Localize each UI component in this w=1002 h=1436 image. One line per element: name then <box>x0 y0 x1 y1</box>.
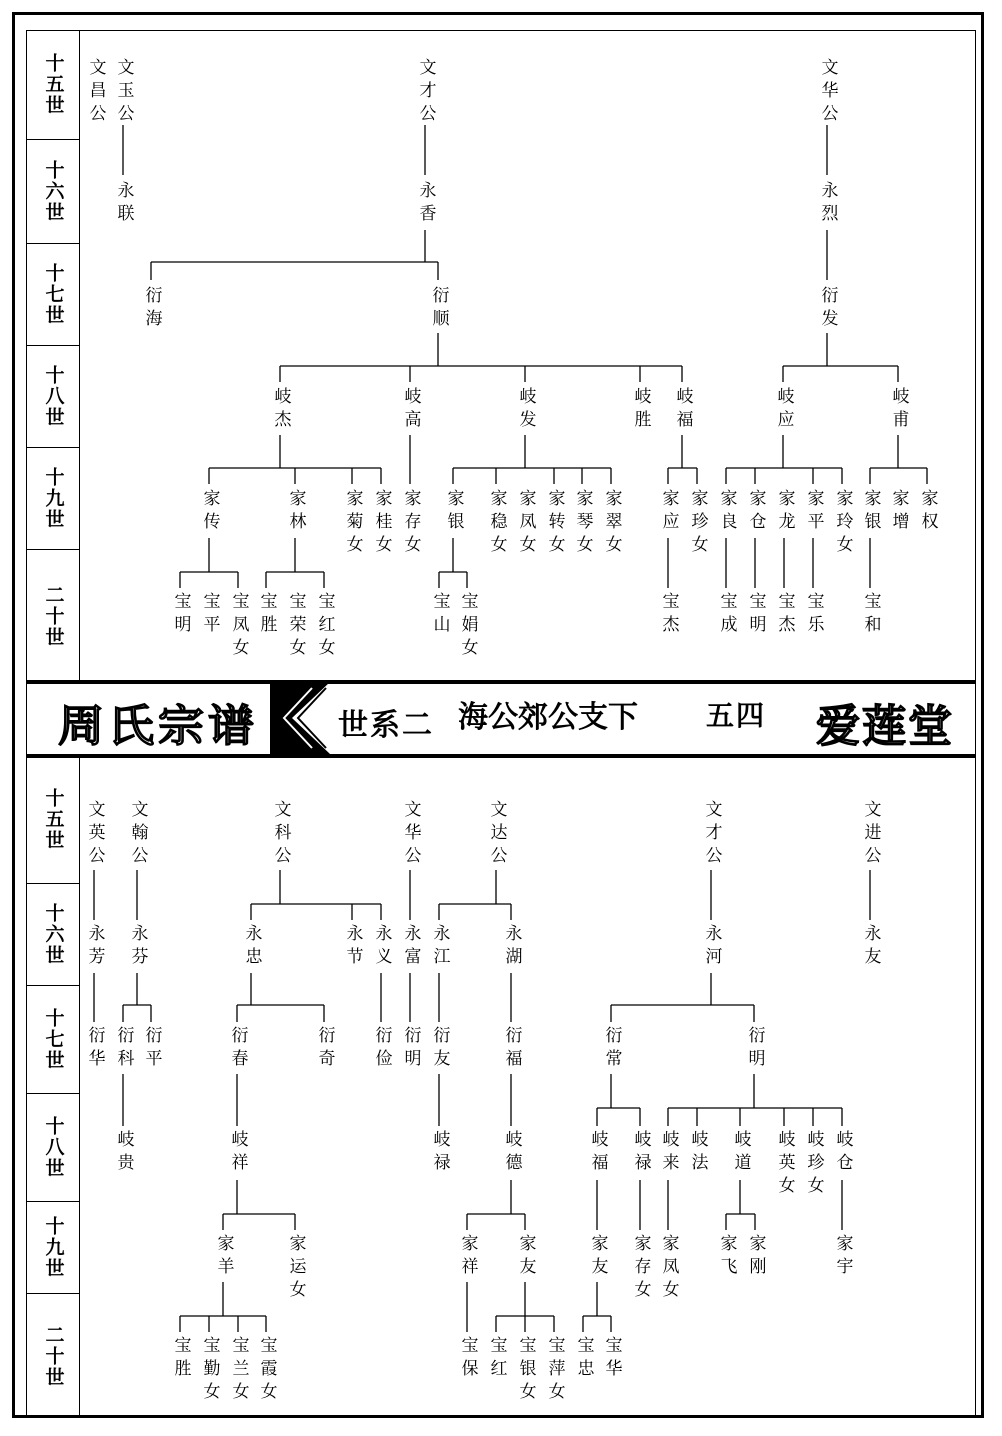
person-name: 宝霞女 <box>256 1336 277 1405</box>
person-name: 宝和 <box>860 592 881 638</box>
gen-label: 十五世 <box>26 30 80 140</box>
person-name: 家菊女 <box>342 489 363 558</box>
person-name: 岐胜 <box>630 387 651 433</box>
person-name: 宝华 <box>601 1336 622 1382</box>
person-name: 宝成 <box>716 592 737 638</box>
person-name: 永芬 <box>127 924 148 970</box>
person-name: 永义 <box>371 924 392 970</box>
person-name: 宝明 <box>745 592 766 638</box>
person-name: 家增 <box>888 489 909 535</box>
person-name: 衍春 <box>227 1026 248 1072</box>
person-name: 家龙 <box>774 489 795 535</box>
person-name: 岐贵 <box>113 1130 134 1176</box>
person-name: 岐高 <box>400 387 421 433</box>
person-name: 岐禄 <box>630 1130 651 1176</box>
person-name: 宝胜 <box>170 1336 191 1382</box>
person-name: 岐应 <box>773 387 794 433</box>
person-name: 宝荣女 <box>285 592 306 661</box>
person-name: 文华公 <box>400 800 421 869</box>
person-name: 文才公 <box>415 58 436 127</box>
person-name: 衍顺 <box>428 286 449 332</box>
gen-label: 十六世 <box>26 884 80 986</box>
gen-label: 十七世 <box>26 244 80 346</box>
person-name: 岐德 <box>501 1130 522 1176</box>
person-name: 家存女 <box>630 1234 651 1303</box>
person-name: 永节 <box>342 924 363 970</box>
person-name: 家友 <box>515 1234 536 1280</box>
person-name: 宝萍女 <box>544 1336 565 1405</box>
person-name: 家凤女 <box>658 1234 679 1303</box>
person-name: 永湖 <box>501 924 522 970</box>
person-name: 文达公 <box>486 800 507 869</box>
person-name: 永友 <box>860 924 881 970</box>
gen-label: 十七世 <box>26 986 80 1094</box>
person-name: 衍发 <box>817 286 838 332</box>
person-name: 家存女 <box>400 489 421 558</box>
gen-label: 十六世 <box>26 140 80 244</box>
person-name: 文玉公 <box>113 58 134 127</box>
person-name: 岐福 <box>672 387 693 433</box>
person-name: 宝杰 <box>658 592 679 638</box>
gen-label: 十五世 <box>26 756 80 884</box>
gen-label: 十九世 <box>26 448 80 550</box>
person-name: 宝红 <box>486 1336 507 1382</box>
person-name: 岐祥 <box>227 1130 248 1176</box>
page-number: 五四 <box>706 699 767 732</box>
person-name: 永联 <box>113 181 134 227</box>
person-name: 宝红女 <box>314 592 335 661</box>
person-name: 岐英女 <box>774 1130 795 1199</box>
person-name: 永忠 <box>241 924 262 970</box>
person-name: 衍海 <box>141 286 162 332</box>
person-name: 衍明 <box>400 1026 421 1072</box>
person-name: 家飞 <box>716 1234 737 1280</box>
person-name: 文进公 <box>860 800 881 869</box>
person-name: 家羊 <box>213 1234 234 1280</box>
person-name: 衍平 <box>141 1026 162 1072</box>
person-name: 家银 <box>860 489 881 535</box>
person-name: 岐仓 <box>832 1130 853 1176</box>
person-name: 永河 <box>701 924 722 970</box>
person-name: 家银 <box>443 489 464 535</box>
person-name: 衍华 <box>84 1026 105 1072</box>
gen-label: 十八世 <box>26 1094 80 1202</box>
person-name: 家宇 <box>832 1234 853 1280</box>
person-name: 家传 <box>199 489 220 535</box>
person-name: 岐禄 <box>429 1130 450 1176</box>
gen-label: 二十世 <box>42 1324 65 1388</box>
person-name: 家刚 <box>745 1234 766 1280</box>
person-name: 宝勤女 <box>199 1336 220 1405</box>
person-name: 宝杰 <box>774 592 795 638</box>
person-name: 文英公 <box>84 800 105 869</box>
gen-label: 十八世 <box>26 346 80 448</box>
person-name: 家翠女 <box>601 489 622 558</box>
person-name: 宝银女 <box>515 1336 536 1405</box>
person-name: 文翰公 <box>127 800 148 869</box>
person-name: 家珍女 <box>687 489 708 558</box>
person-name: 永芳 <box>84 924 105 970</box>
gen-label: 十九世 <box>26 1202 80 1294</box>
person-name: 岐来 <box>658 1130 679 1176</box>
branch-label: 海公郊公支下 <box>458 700 638 735</box>
person-name: 岐发 <box>515 387 536 433</box>
person-name: 宝平 <box>199 592 220 638</box>
person-name: 永江 <box>429 924 450 970</box>
person-name: 永富 <box>400 924 421 970</box>
person-name: 岐法 <box>687 1130 708 1176</box>
person-name: 家桂女 <box>371 489 392 558</box>
person-name: 家应 <box>658 489 679 535</box>
person-name: 家平 <box>803 489 824 535</box>
person-name: 衍友 <box>429 1026 450 1072</box>
person-name: 宝明 <box>170 592 191 638</box>
person-name: 家转女 <box>544 489 565 558</box>
person-name: 家仓 <box>745 489 766 535</box>
person-name: 家林 <box>285 489 306 535</box>
person-name: 宝娟女 <box>457 592 478 661</box>
person-name: 衍福 <box>501 1026 522 1072</box>
person-name: 宝胜 <box>256 592 277 638</box>
person-name: 衍常 <box>601 1026 622 1072</box>
person-name: 家友 <box>587 1234 608 1280</box>
person-name: 文才公 <box>701 800 722 869</box>
person-name: 岐甫 <box>888 387 909 433</box>
book-title: 周氏宗谱 <box>58 700 258 752</box>
series-label: 世系二 <box>338 708 434 743</box>
person-name: 家凤女 <box>515 489 536 558</box>
person-name: 宝保 <box>457 1336 478 1382</box>
person-name: 文昌公 <box>85 58 106 127</box>
person-name: 宝兰女 <box>228 1336 249 1405</box>
gen-label: 二十世 <box>42 584 65 648</box>
person-name: 衍奇 <box>314 1026 335 1072</box>
person-name: 家琴女 <box>572 489 593 558</box>
person-name: 家权 <box>917 489 938 535</box>
person-name: 宝忠 <box>573 1336 594 1382</box>
person-name: 家玲女 <box>832 489 853 558</box>
person-name: 衍俭 <box>371 1026 392 1072</box>
person-name: 家祥 <box>457 1234 478 1280</box>
person-name: 岐福 <box>587 1130 608 1176</box>
hall-name: 爱莲堂 <box>816 701 954 752</box>
person-name: 文华公 <box>817 58 838 127</box>
person-name: 衍明 <box>744 1026 765 1072</box>
person-name: 家良 <box>716 489 737 535</box>
person-name: 家稳女 <box>486 489 507 558</box>
person-name: 宝山 <box>429 592 450 638</box>
person-name: 宝凤女 <box>228 592 249 661</box>
person-name: 衍科 <box>113 1026 134 1072</box>
person-name: 永烈 <box>817 181 838 227</box>
person-name: 家运女 <box>285 1234 306 1303</box>
person-name: 岐道 <box>730 1130 751 1176</box>
person-name: 岐珍女 <box>803 1130 824 1199</box>
person-name: 宝乐 <box>803 592 824 638</box>
person-name: 文科公 <box>270 800 291 869</box>
person-name: 岐杰 <box>270 387 291 433</box>
person-name: 永香 <box>415 181 436 227</box>
